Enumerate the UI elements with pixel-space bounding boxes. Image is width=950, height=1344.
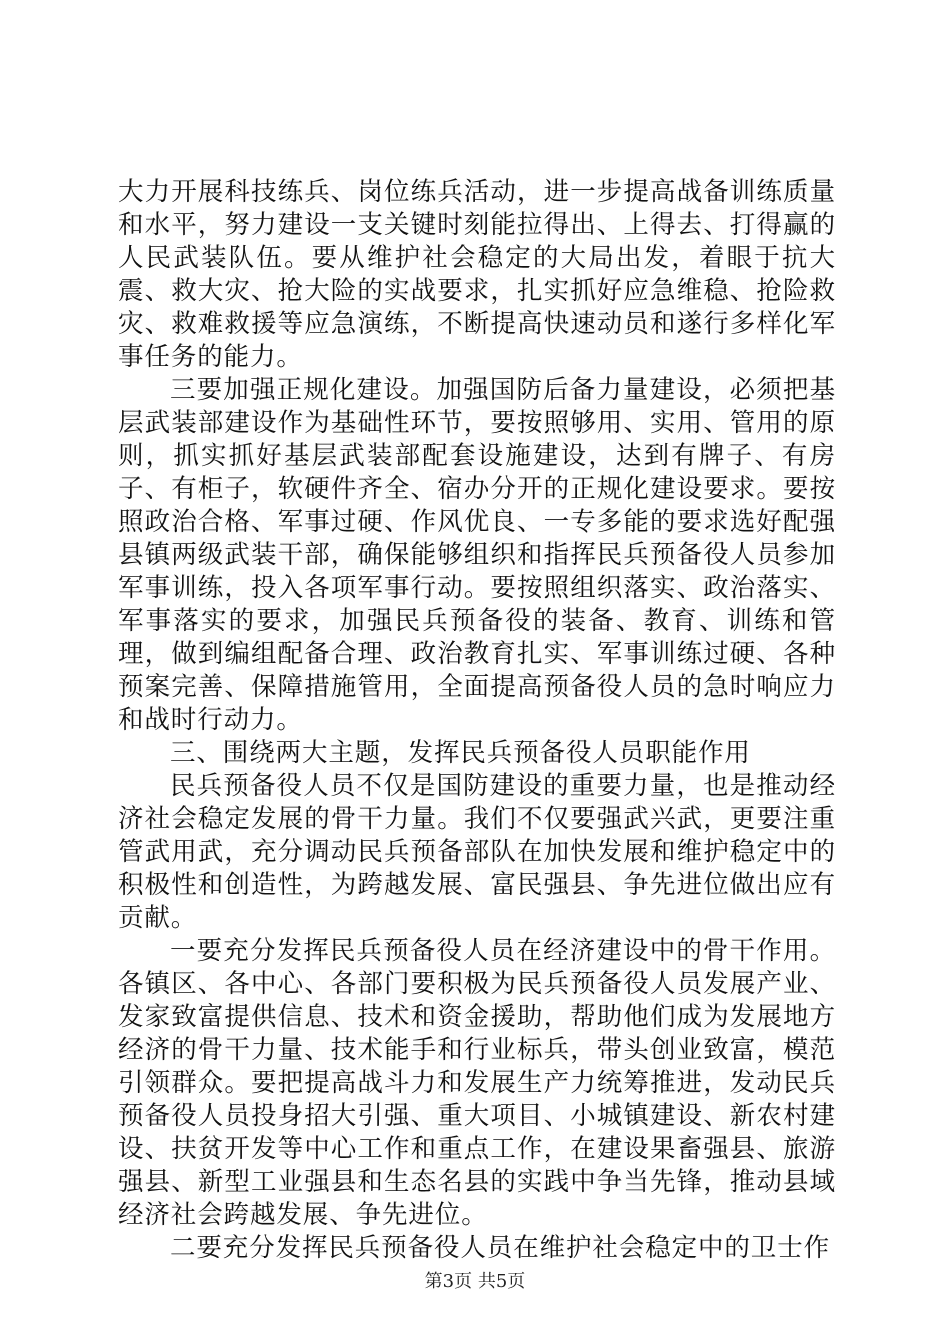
- paragraph-stability-role: 二要充分发挥民兵预备役人员在维护社会稳定中的卫士作: [170, 1233, 831, 1263]
- paragraph-intro: 民兵预备役人员不仅是国防建设的重要力量，也是推动经济社会稳定发展的骨干力量。我们不仅要强武兴武，更要注重管武用武，充分调动民兵预备部队在加快发展和维护稳定中的积极性和创造性，为跨越发展、富民强县、争先进位做出应有贡献。: [118, 771, 836, 933]
- paragraph-economic-role: 一要充分发挥民兵预备役人员在经济建设中的骨干作用。各镇区、各中心、各部门要积极为民兵预备役人员发展产业、发家致富提供信息、技术和资金援助，帮助他们成为发展地方经济的骨干力量、技术能手和行业标兵，带头创业致富，模范引领群众。要把提高战斗力和发展生产力统筹推进，发动民兵预备役人员投身招大引强、重大项目、小城镇建设、新农村建设、扶贫开发等中心工作和重点工作，在建设果畜强县、旅游强县、新型工业强县和生态名县的实践中争当先锋，推动县域经济社会跨越发展、争先进位。: [118, 936, 836, 1230]
- document-body: [118, 176, 836, 1265]
- section-heading: 三、围绕两大主题，发挥民兵预备役人员职能作用: [170, 738, 751, 768]
- page-footer: 第3页 共5页: [424, 1271, 526, 1292]
- paragraph-regularization: 三要加强正规化建设。加强国防后备力量建设，必须把基层武装部建设作为基础性环节，要按照够用、实用、管用的原则，抓实抓好基层武装部配套设施建设，达到有牌子、有房子、有柜子，软硬件齐全、宿办分开的正规化建设要求。要按照政治合格、军事过硬、作风优良、一专多能的要求选好配强县镇两级武装干部，确保能够组织和指挥民兵预备役人员参加军事训练，投入各项军事行动。要按照组织落实、政治落实、军事落实的要求，加强民兵预备役的装备、教育、训练和管理，做到编组配备合理、政治教育扎实、军事训练过硬、各种预案完善、保障措施管用，全面提高预备役人员的急时响应力和战时行动力。: [118, 375, 836, 735]
- paragraph-continuation: 大力开展科技练兵、岗位练兵活动，进一步提高战备训练质量和水平，努力建设一支关键时刻能拉得出、上得去、打得赢的人民武装队伍。要从维护社会稳定的大局出发，着眼于抗大震、救大灾、抢大险的实战要求，扎实抓好应急维稳、抢险救灾、救难救援等应急演练，不断提高快速动员和遂行多样化军事任务的能力。: [118, 177, 836, 372]
